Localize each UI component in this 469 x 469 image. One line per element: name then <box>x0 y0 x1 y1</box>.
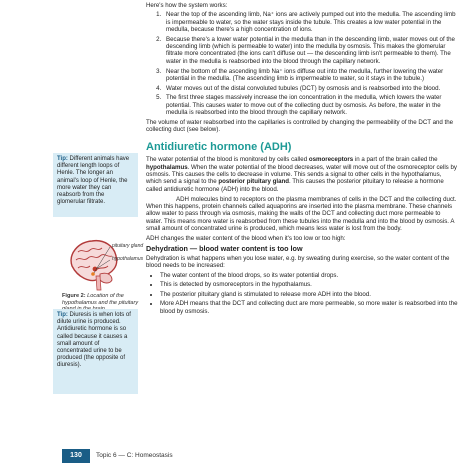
intro-text: Here's how the system works: <box>146 2 228 9</box>
page-footer <box>62 449 462 463</box>
tip-label: Tip: <box>57 312 68 318</box>
key-term: osmoreceptors <box>308 156 354 164</box>
dehydration-intro: Dehydration is what happens when you lose water, e.g. by sweating during exercise, so the water content of the blood needs to be increased: <box>146 254 450 269</box>
label-hypothalamus: hypothalamus <box>112 256 144 262</box>
adh-paragraph-2: ADH molecules bind to receptors on the plasma membranes of cells in the DCT and the collecting duct. When this happens, protein channels called aquaporins are inserted into the plasma membrane. These channels allow water to pass through via osmosis, making the walls of the DCT and collecting duct more permeable to water. This means more water is reabsorbed from these tubules into the medulla and into the blood by osmosis. A small amount of concentrated urine is produced, which means less water is lost from the body. <box>146 195 457 232</box>
tip-text: Diuresis is when lots of dilute urine is produced. Antidiuretic hormone is so called because it causes a small amount of concentrated urine to be produced (the opposite of diuresis). <box>57 312 131 369</box>
bullet-item: • This is detected by osmoreceptors in the hypothalamus. <box>160 281 458 288</box>
main-column <box>146 0 458 317</box>
bullet-item: • More ADH means that the DCT and collecting duct are more permeable, so more water is reabsorbed into the blood by osmosis. <box>160 300 458 315</box>
bullet-item: • The water content of the blood drops, so its water potential drops. <box>160 272 458 279</box>
closing-paragraph: The volume of water reabsorbed into the capillaries is controlled by changing the permeability of the DCT and the collecting duct (see below). <box>146 118 454 134</box>
step-item: 3. Near the bottom of the ascending limb Na⁺ ions diffuse out into the medulla, further lowering the water potential in the medulla. (The ascending limb is impermeable to water, so it stays in the tubule.) <box>163 68 458 83</box>
page-number: 130 <box>62 449 90 463</box>
step-item: 1. Near the top of the ascending limb, Na⁺ ions are actively pumped out into the medulla. The ascending limb is impermeable to water, so the water stays inside the tubule. This creates a low water potential in the medulla, because there's a high concentration of ions. <box>163 11 458 33</box>
text-run: The water potential of the blood is monitored by cells called <box>146 156 309 164</box>
bullet-item: • The posterior pituitary gland is stimulated to release more ADH into the blood. <box>160 291 458 298</box>
caption-label: Figure 2: <box>62 293 86 299</box>
step-item: 5. The first three stages massively increase the ion concentration in the medulla, which lowers the water potential. This causes water to move out of the collecting duct by osmosis. As before, the water in the medulla is reabsorbed into the blood through the capillary network. <box>163 94 458 116</box>
cerebellum <box>100 273 112 283</box>
dehydration-bullets <box>146 272 458 315</box>
adh-paragraph-1 <box>146 156 458 193</box>
text-run: in a part of the brain called the <box>353 156 438 164</box>
step-item: 4. Water moves out of the distal convoluted tubules (DCT) by osmosis and is reabsorbed into the blood. <box>163 85 458 92</box>
brain-stem <box>96 276 101 290</box>
tip-text: Different animals have different length loops of Henle. The longer an animal's loop of Henle, the more water they can reabsorb from the glomerular filtrate. <box>57 156 130 206</box>
tip-label: Tip: <box>57 156 68 162</box>
key-term: hypothalamus <box>146 163 188 171</box>
key-term: posterior pituitary gland <box>218 178 289 186</box>
caption-text: Location of the hypothalamus and the pituitary <box>62 293 139 306</box>
text-run: . This causes the posterior pituitary to release a hormone called antidiuretic hormone (ADH) into the blood. <box>146 178 444 193</box>
footer-topic: Topic 6 — C: Homeostasis <box>96 452 173 459</box>
adh-heading: Antidiuretic hormone (ADH) <box>146 141 292 154</box>
steps-list <box>146 11 458 116</box>
text-run: . When the water potential of the blood decreases, water will move out of the osmoreceptor cells by osmosis. This causes the cells to decrease in volume. This sends a signal to other cells in the hypothalamus, which send a signal to the <box>146 163 457 186</box>
tip-box-loop-length <box>53 153 138 217</box>
label-pituitary: pituitary gland <box>112 243 144 249</box>
step-item: 2. Because there's a lower water potential in the medulla than in the descending limb, water moves out of the descending limb (which is permeable to water) into the medulla by osmosis. This makes the glomerular filtrate more concentrated (the ions can't diffuse out — the descending limb isn't permeable to them). The water in the medulla is reabsorbed into the blood through the capillary network. <box>163 36 458 65</box>
tip-box-diuresis <box>53 309 138 394</box>
dehydration-heading: Dehydration — blood water content is too low <box>146 244 303 254</box>
adh-paragraph-3: ADH changes the water content of the blood when it's too low or too high: <box>146 234 346 242</box>
